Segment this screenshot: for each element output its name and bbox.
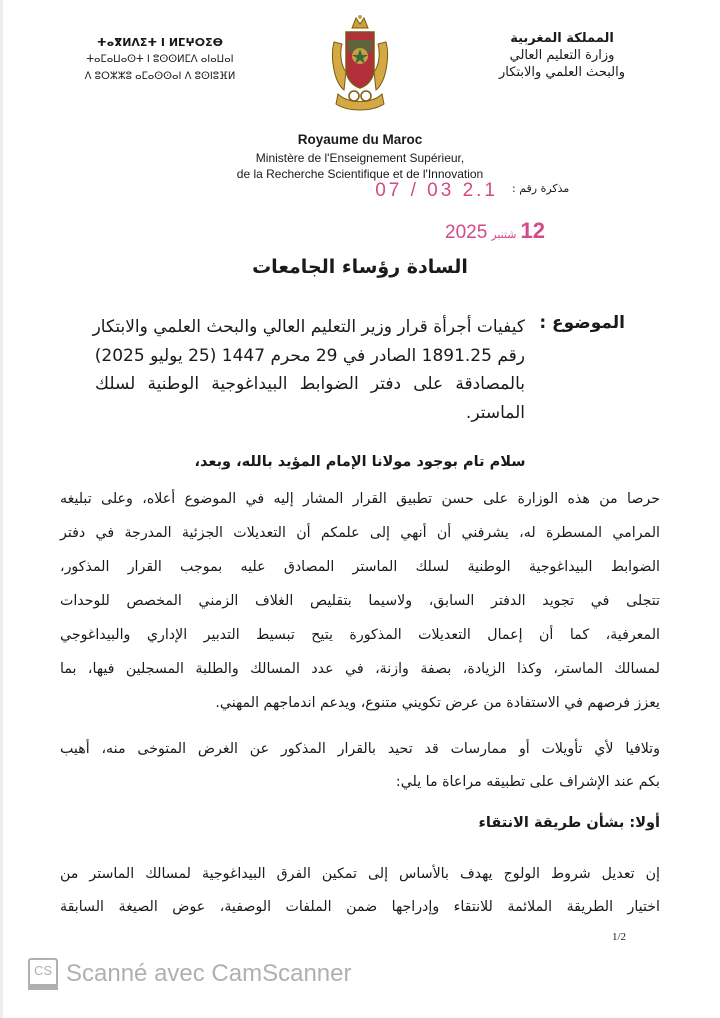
arabic-header-line: وزارة التعليم العالي: [509, 48, 615, 63]
paragraph-line: وتلافيا لأي تأويلات أو ممارسات قد تحيد بالقرار المذكور عن الغرض المتوخى منه، أهيب: [60, 741, 660, 757]
camscanner-logo-icon: CS: [28, 958, 58, 990]
paragraph-line: إن تعديل شروط الولوج يهدف بالأساس إلى تمكين الفرق البيداغوجية لمسالك الماستر من: [60, 866, 660, 882]
tifinagh-line: ⵜⴰⴳⵍⴷⵉⵜ ⵏ ⵍⵎⵖⵔⵉⴱ: [96, 36, 223, 49]
addressee: السادة رؤساء الجامعات: [252, 256, 468, 278]
coat-of-arms-emblem: [328, 12, 392, 116]
camscanner-text: Scanné avec CamScanner: [66, 960, 352, 987]
tifinagh-line: ⴷ ⵓⵔⵣⵣⵓ ⴰⵎⴰⵙⵙⴰⵏ ⴷ ⵓⵙⵏⵓⴼⵍ: [84, 71, 236, 82]
date-year: 2025: [445, 222, 488, 243]
paragraph-line: الضوابط البيداغوجية الوطنية لسلك الماستر المصادق عليه بموجب القرار المذكور،: [60, 559, 660, 575]
paragraph-line: تتجلى في تجويد الدفتر السابق، ولاسيما بتقليص الغلاف الزمني المخصص للوحدات: [60, 593, 660, 609]
french-header-line: de la Recherche Scientifique et de l'Innovation: [236, 167, 484, 181]
camscanner-watermark: [28, 958, 352, 990]
french-header-line: Royaume du Maroc: [297, 132, 423, 147]
french-header: [180, 130, 540, 182]
section-heading: أولا: بشأن طريقة الانتقاء: [478, 815, 660, 831]
paragraph-3: [60, 858, 660, 924]
subject-text: [92, 313, 525, 427]
arabic-header-line: المملكة المغربية: [510, 31, 614, 46]
french-header-line: Ministère de l'Enseignement Supérieur,: [255, 151, 465, 165]
paragraph-2: [60, 733, 660, 799]
paragraph-line: المعرفية، كما أن إعمال التعديلات المذكورة يتيح تبسيط التدبير الإداري والبيداغوجي: [60, 627, 660, 643]
paragraph-line: حرصا من هذه الوزارة على حسن تطبيق القرار المشار إليه في الموضوع أعلاه، وعلى تبليغه: [60, 491, 660, 507]
date-stamp: [445, 218, 545, 244]
subject-line: الماستر.: [465, 402, 525, 423]
paragraph-1: [60, 482, 660, 720]
reference-label: مذكرة رقم :: [512, 182, 570, 195]
subject-line: رقم 1891.25 الصادر في 29 محرم 1447 (25 يوليو 2025): [94, 345, 525, 366]
tifinagh-line: ⵜⴰⵎⴰⵡⴰⵙⵜ ⵏ ⵓⵙⵙⵍⵎⴷ ⴰⵏⴰⵡⴰⵏ: [86, 54, 234, 65]
paragraph-line: المرامي المسطرة له، يشرفني أن أنهي إلى علمكم أن التعديلات الجزئية المدرجة في دفتر: [60, 525, 660, 541]
arabic-header-line: والبحث العلمي والابتكار: [499, 65, 625, 80]
paragraph-line: اختيار الطريقة الملائمة للانتقاء وإدراجها ضمن الملفات الوصفية، عوض الصيغة السابقة: [60, 899, 660, 915]
date-day: 12: [520, 218, 546, 243]
greeting: سلام تام بوجود مولانا الإمام المؤيد بالله، وبعد،: [194, 454, 526, 470]
date-month: شتنبر: [491, 229, 517, 241]
paragraph-line: يعزز فرصهم في الاستفادة من عرض تكويني متنوع، ويدعم اندماجهم المهني.: [215, 695, 660, 711]
tifinagh-header: [60, 34, 260, 85]
subject-line: كيفيات أجرأة قرار وزير التعليم العالي والبحث العلمي والابتكار: [92, 317, 525, 337]
paragraph-line: بكم عند الإشراف على تطبيقه مراعاة ما يلي:: [395, 774, 660, 790]
page-number: 1/2: [612, 931, 627, 943]
subject-line: بالمصادقة على دفتر الضوابط البيداغوجية الوطنية لسلك: [95, 374, 525, 394]
reference-number-stamp: 07 / 03 2.1: [375, 180, 498, 201]
arabic-header: [499, 30, 625, 81]
subject-label: الموضوع :: [539, 313, 625, 333]
scan-edge: [0, 0, 3, 1018]
paragraph-line: لمسالك الماستر، وكذا الزيادة، بصفة وازنة، في عدد المسالك والطلبة المسجلين فيها، بما: [60, 661, 660, 677]
